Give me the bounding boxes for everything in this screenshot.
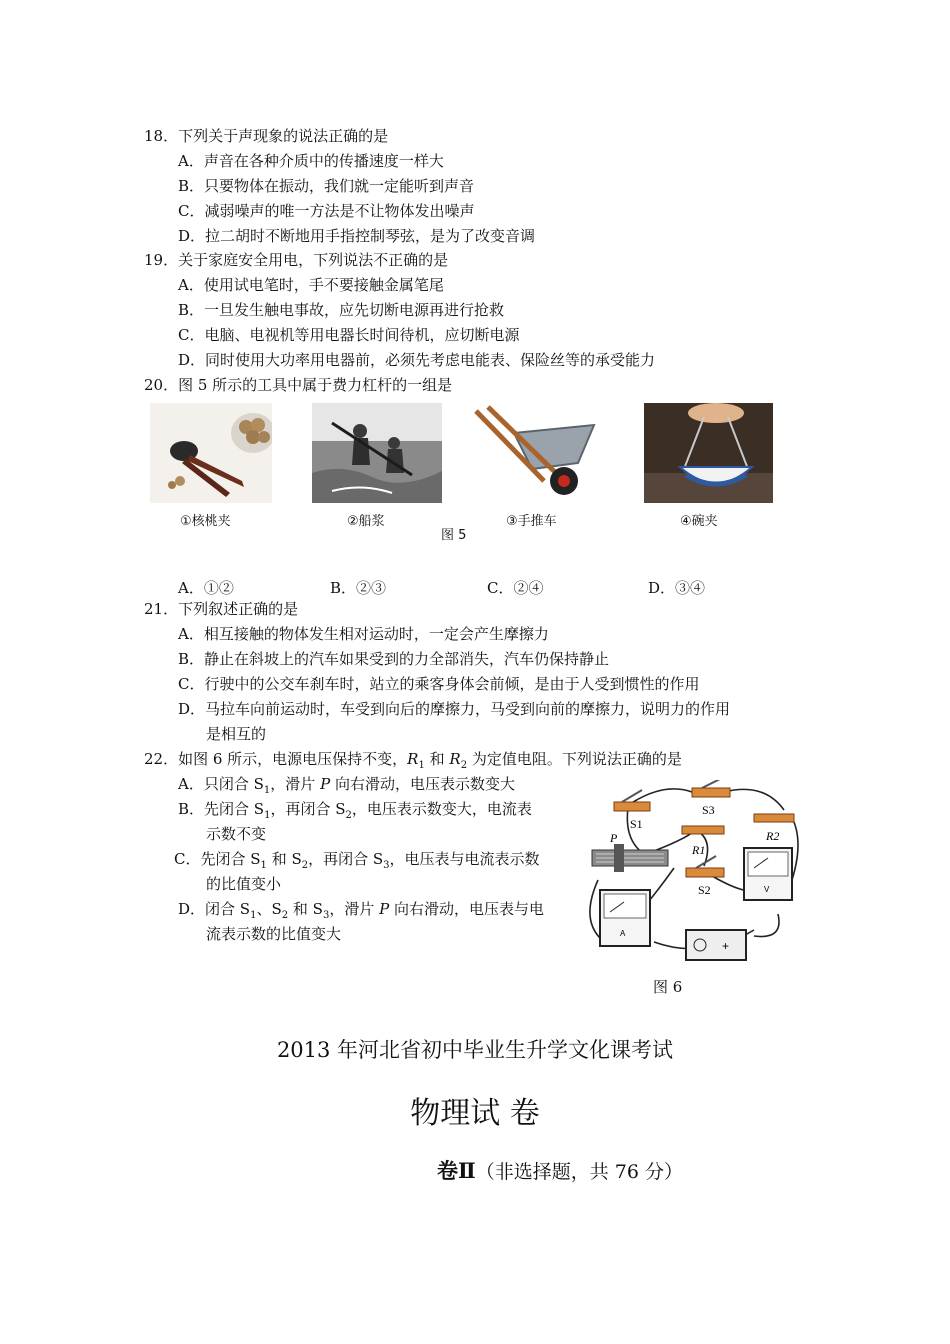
q20-choice-a: A．①② [178, 579, 234, 597]
label-s1: S1 [630, 817, 643, 831]
q22-option-c-line2: 的比值变小 [206, 875, 282, 893]
walnut-cracker-image [150, 403, 272, 503]
q18-option-b: B．只要物体在振动，我们就一定能听到声音 [178, 177, 475, 195]
paper-title: 物理试 卷 [410, 1096, 540, 1131]
q22-stem: 22．如图 6 所示，电源电压保持不变，$R_1$ 和 $R_2$ 为定值电阻。下列说法正确的是 [144, 750, 682, 771]
figure5-caption: 图 5 [441, 528, 467, 543]
q18-option-a: A．声音在各种介质中的传播速度一样大 [178, 152, 444, 170]
wheelbarrow-image [474, 403, 596, 503]
label-s2: S2 [698, 883, 711, 897]
q21-option-c: C．行驶中的公交车刹车时，站立的乘客身体会前倾，是由于人受到惯性的作用 [178, 675, 700, 693]
label-r1: R1 [692, 843, 706, 857]
q21-option-a: A．相互接触的物体发生相对运动时，一定会产生摩擦力 [178, 625, 549, 643]
q18-stem: 18．下列关于声现象的说法正确的是 [144, 127, 389, 145]
boat-oar-image [312, 403, 442, 503]
switch-s1 [614, 790, 650, 811]
battery-box [686, 930, 746, 960]
bowl-clamp-image [644, 403, 773, 503]
q22-option-b-line2: 示数不变 [206, 825, 267, 843]
label-s3: S3 [702, 803, 715, 817]
sliding-rheostat [592, 844, 668, 872]
q22-option-d-line1: D．闭合 $S_1$、$S_2$ 和 $S_3$，滑片 P 向右滑动，电压表与电 [178, 900, 544, 921]
q19-stem: 19．关于家庭安全用电，下列说法不正确的是 [144, 251, 449, 269]
figure6-caption: 图 6 [653, 978, 683, 996]
q20-choice-b: B．②③ [330, 579, 387, 597]
q21-option-b: B．静止在斜坡上的汽车如果受到的力全部消失，汽车仍保持静止 [178, 650, 610, 668]
q18-option-c: C．减弱噪声的唯一方法是不让物体发出噪声 [178, 202, 475, 220]
q20-stem: 20．图 5 所示的工具中属于费力杠杆的一组是 [144, 376, 453, 394]
q22-option-c-line1: C．先闭合 $S_1$ 和 $S_2$，再闭合 $S_3$，电压表与电流表示数 [174, 850, 540, 871]
label-r2: R2 [766, 829, 780, 843]
q22-option-b-line1: B．先闭合 $S_1$，再闭合 $S_2$，电压表示数变大，电流表 [178, 800, 532, 821]
caption-boat-oar: ②船浆 [347, 514, 385, 529]
q21-option-d-line1: D．马拉车向前运动时，车受到向后的摩擦力，马受到向前的摩擦力，说明力的作用 [178, 700, 731, 718]
caption-bowl-clamp: ④碗夹 [680, 514, 718, 529]
q20-choice-d: D．③④ [648, 579, 706, 597]
resistor-r2 [754, 814, 794, 822]
svg-text:V: V [764, 885, 770, 894]
part-two-heading: 卷Ⅱ（非选择题，共 76 分） [437, 1158, 683, 1183]
q21-stem: 21．下列叙述正确的是 [144, 600, 299, 618]
q19-option-a: A．使用试电笔时，手不要接触金属笔尾 [178, 276, 444, 294]
q19-option-c: C．电脑、电视机等用电器长时间待机，应切断电源 [178, 326, 520, 344]
q18-option-d: D．拉二胡时不断地用手指控制琴弦，是为了改变音调 [178, 227, 536, 245]
svg-text:A: A [620, 929, 626, 938]
label-p: P [610, 831, 618, 845]
exam-title: 2013 年河北省初中毕业生升学文化课考试 [276, 1038, 674, 1062]
svg-text:+: + [722, 939, 730, 953]
ammeter [600, 890, 650, 946]
q20-choice-c: C．②④ [487, 579, 544, 597]
caption-walnut-cracker: ①核桃夹 [180, 514, 231, 529]
q22-option-d-line2: 流表示数的比值变大 [206, 925, 342, 943]
voltmeter [744, 848, 792, 900]
resistor-r1 [682, 826, 724, 834]
q19-option-b: B．一旦发生触电事故，应先切断电源再进行抢救 [178, 301, 505, 319]
q21-option-d-line2: 是相互的 [206, 725, 267, 743]
q22-option-a: A．只闭合 $S_1$，滑片 P 向右滑动，电压表示数变大 [178, 775, 515, 796]
q19-option-d: D．同时使用大功率用电器前，必须先考虑电能表、保险丝等的承受能力 [178, 351, 656, 369]
switch-s3 [692, 780, 730, 797]
circuit-diagram-figure6 [584, 780, 808, 970]
caption-wheelbarrow: ③手推车 [506, 514, 557, 529]
switch-s2 [686, 856, 724, 877]
